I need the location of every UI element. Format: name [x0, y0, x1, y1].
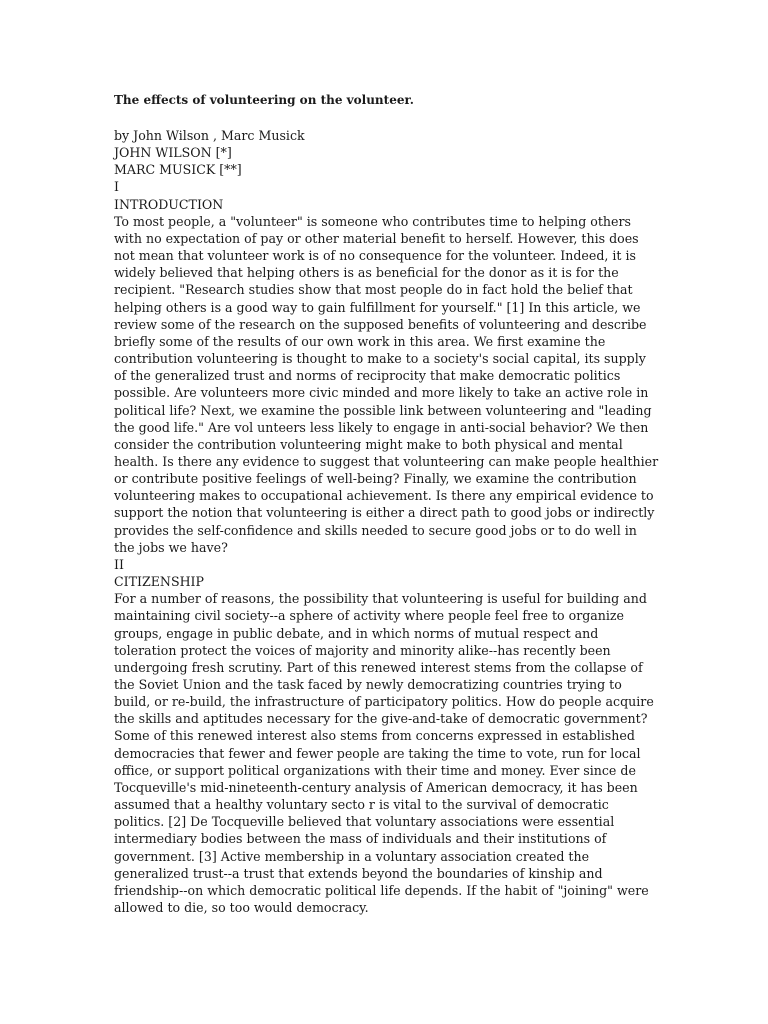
section-2-numeral: II [114, 556, 124, 572]
byline: by John Wilson , Marc Musick [114, 128, 305, 143]
author-john-wilson: JOHN WILSON [*] [114, 145, 232, 161]
section-1-body: To most people, a "volunteer" is someone who contributes time to helping others with no expectation of pay or other material benefit to herself. However, this does not mean that volunteer work is of no consequence for the volunteer. Indeed, it is widely believed that helping others is as beneficial for the donor as it is for the recipient. "Research studies show that most people do in fact hold the belief that helping others is a good way to gain fulfillment for yourself." [1] In this article, we review some of the research on the supposed benefits of volunteering and describe briefly some of the results of our own work in this area. We first examine the contribution volunteering is thought to make to a society's social capital, its supply of the generalized trust and norms of reciprocity that make democratic politics possible. Are volunteers more civic minded and more likely to take an active role in political life? Next, we examine the possible link between volunteering and "leading the good life." Are vol unteers less likely to engage in anti-social behavior? We then consider the contribution volunteering might make to both physical and mental health. Is there any evidence to suggest that volunteering can make people healthier or contribute positive feelings of well-being? Finally, we examine the contribution volunteering makes to occupational achievement. Is there any empirical evidence to support the notion that volunteering is either a direct path to good jobs or indirectly provides the self-confidence and skills needed to secure good jobs or to do well in the jobs we have? [114, 213, 659, 555]
author-marc-musick: MARC MUSICK [**] [114, 162, 242, 178]
section-1-heading: INTRODUCTION [114, 196, 224, 212]
section-2-body: For a number of reasons, the possibility that volunteering is useful for building and maintaining civil society--a sphere of activity where people feel free to organize groups, engage in public debate, and in which norms of mutual respect and toleration protect the voices of majority and minority alike--has recently been undergoing fresh scrutiny. Part of this renewed interest stems from the collapse of the Soviet Union and the task faced by newly democratizing countries trying to build, or re-build, the infrastructure of participatory politics. How do people acquire the skills and aptitudes necessary for the give-and-take of democratic government? Some of this renewed interest also stems from concerns expressed in established democracies that fewer and fewer people are taking the time to vote, run for local office, or support political organizations with their time and money. Ever since de Tocqueville's mid-nineteenth-century analysis of American democracy, it has been assumed that a healthy voluntary secto r is vital to the survival of democratic politics. [2] De Tocqueville believed that voluntary associations were essential intermediary bodies between the mass of individuals and their institutions of government. [3] Active membership in a voluntary association created the generalized trust--a trust that extends beyond the boundaries of kinship and friendship--on which democratic political life depends. If the habit of "joining" were allowed to die, so too would democracy. [114, 591, 654, 916]
document-title: The effects of volunteering on the volunteer. [114, 93, 414, 107]
section-1-numeral: I [114, 179, 119, 195]
document-page [114, 92, 659, 916]
section-2-heading: CITIZENSHIP [114, 574, 205, 590]
